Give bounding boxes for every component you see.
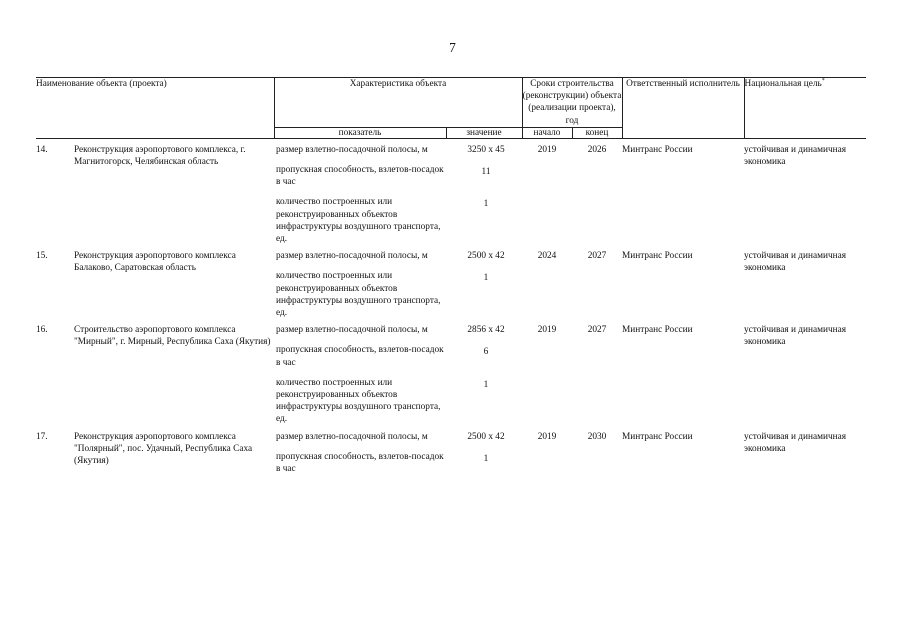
- indicator-item: [276, 196, 522, 245]
- row-number-text: 15.: [36, 251, 48, 262]
- start-year: [522, 245, 572, 319]
- indicators-cell: [274, 426, 522, 476]
- start-year: [522, 138, 572, 245]
- indicator-item: [276, 344, 522, 368]
- national-goal: [744, 138, 866, 245]
- indicator-value: 1: [483, 199, 489, 210]
- table-header: [36, 78, 866, 139]
- header-goal-label: Национальная цель: [744, 79, 822, 89]
- indicator-label: размер взлетно-посадочной полосы, м: [276, 144, 428, 155]
- indicators-cell: [274, 319, 522, 425]
- indicator-label: пропускная способность, взлетов-посадок в час: [276, 345, 444, 368]
- indicator-label: количество построенных или реконструированных объектов инфраструктуры воздушного транспорта, ед.: [276, 197, 441, 245]
- indicator-item: [276, 451, 522, 475]
- project-name: [74, 319, 274, 425]
- projects-table: [36, 77, 866, 475]
- responsible-executor-text: Минтранс России: [622, 325, 693, 336]
- end-year: [572, 426, 622, 476]
- end-year: [572, 319, 622, 425]
- start-year-text: 2019: [537, 144, 557, 155]
- row-number: [36, 245, 74, 319]
- header-value: значение: [446, 127, 522, 138]
- end-year-text: 2027: [587, 251, 607, 262]
- indicator-label: размер взлетно-посадочной полосы, м: [276, 251, 428, 262]
- indicators-cell: [274, 138, 522, 245]
- project-name-text: Реконструкция аэропортового комплекса "Полярный", пос. Удачный, Республика Саха (Якутия): [74, 431, 253, 467]
- table-row: [36, 319, 866, 425]
- project-name: [74, 245, 274, 319]
- start-year-text: 2024: [537, 251, 557, 262]
- indicator-item: [276, 144, 522, 156]
- indicator-label: количество построенных или реконструированных объектов инфраструктуры воздушного транспорта, ед.: [276, 377, 441, 425]
- project-name-text: Строительство аэропортового комплекса "Мирный", г. Мирный, Республика Саха (Якутия): [74, 325, 271, 348]
- indicator-item: [276, 377, 522, 426]
- row-number: [36, 426, 74, 476]
- header-start: начало: [522, 127, 572, 138]
- end-year: [572, 245, 622, 319]
- row-number-text: 16.: [36, 325, 48, 336]
- indicators-cell: [274, 245, 522, 319]
- indicator-label: количество построенных или реконструированных объектов инфраструктуры воздушного транспорта, ед.: [276, 271, 441, 319]
- indicator-item: [276, 324, 522, 336]
- row-number-text: 17.: [36, 431, 48, 442]
- responsible-executor: [622, 319, 744, 425]
- header-goal-footnote-mark: *: [821, 77, 825, 84]
- header-terms: Сроки строительства (реконструкции) объекта (реализации проекта), год: [522, 79, 622, 126]
- row-number: [36, 319, 74, 425]
- table-row: [36, 426, 866, 476]
- end-year-text: 2026: [587, 144, 607, 155]
- indicator-label: размер взлетно-посадочной полосы, м: [276, 431, 428, 442]
- header-end: конец: [572, 127, 622, 138]
- indicator-item: [276, 164, 522, 188]
- indicator-value: 1: [483, 453, 489, 464]
- header-characteristic: Характеристика объекта: [274, 78, 522, 128]
- national-goal: [744, 319, 866, 425]
- end-year-text: 2030: [587, 431, 607, 442]
- responsible-executor-text: Минтранс России: [622, 251, 693, 262]
- project-name: [74, 138, 274, 245]
- indicator-value: 6: [483, 347, 489, 358]
- indicator-value: 1: [483, 379, 489, 390]
- table-body: [36, 138, 866, 475]
- page-number: 7: [449, 40, 456, 55]
- start-year: [522, 319, 572, 425]
- indicator-value: 2500 х 42: [467, 251, 505, 262]
- national-goal-text: устойчивая и динамичная экономика: [744, 325, 847, 348]
- table-row: [36, 138, 866, 245]
- indicator-value: 3250 х 45: [467, 144, 505, 155]
- row-number: [36, 138, 74, 245]
- row-number-text: 14.: [36, 144, 48, 155]
- indicator-label: пропускная способность, взлетов-посадок в час: [276, 165, 444, 188]
- table-row: [36, 245, 866, 319]
- end-year-text: 2027: [587, 325, 607, 336]
- responsible-executor: [622, 426, 744, 476]
- indicator-label: пропускная способность, взлетов-посадок в час: [276, 451, 444, 475]
- end-year: [572, 138, 622, 245]
- responsible-executor-text: Минтранс России: [622, 431, 693, 442]
- indicator-value: 2856 х 42: [467, 325, 505, 336]
- header-goal: [744, 78, 866, 139]
- national-goal: [744, 245, 866, 319]
- national-goal-text: устойчивая и динамичная экономика: [744, 431, 847, 454]
- header-name: Наименование объекта (проекта): [36, 78, 274, 139]
- start-year: [522, 426, 572, 476]
- start-year-text: 2019: [537, 431, 557, 442]
- responsible-executor-text: Минтранс России: [622, 144, 693, 155]
- responsible-executor: [622, 245, 744, 319]
- project-name-text: Реконструкция аэропортового комплекса Балаково, Саратовская область: [74, 251, 236, 274]
- indicator-item: [276, 250, 522, 262]
- start-year-text: 2019: [537, 325, 557, 336]
- project-name-text: Реконструкция аэропортового комплекса, г. Магнитогорск, Челябинская область: [74, 144, 246, 168]
- project-name: [74, 426, 274, 476]
- indicator-value: 11: [481, 167, 491, 178]
- header-responsible: Ответственный исполнитель: [622, 78, 744, 139]
- national-goal: [744, 426, 866, 476]
- indicator-value: 2500 х 42: [467, 431, 505, 442]
- indicator-item: [276, 431, 522, 443]
- national-goal-text: устойчивая и динамичная экономика: [744, 144, 847, 168]
- responsible-executor: [622, 138, 744, 245]
- indicator-label: размер взлетно-посадочной полосы, м: [276, 325, 428, 336]
- national-goal-text: устойчивая и динамичная экономика: [744, 251, 847, 274]
- header-indicator: показатель: [274, 127, 446, 138]
- indicator-value: 1: [483, 273, 489, 284]
- indicator-item: [276, 270, 522, 319]
